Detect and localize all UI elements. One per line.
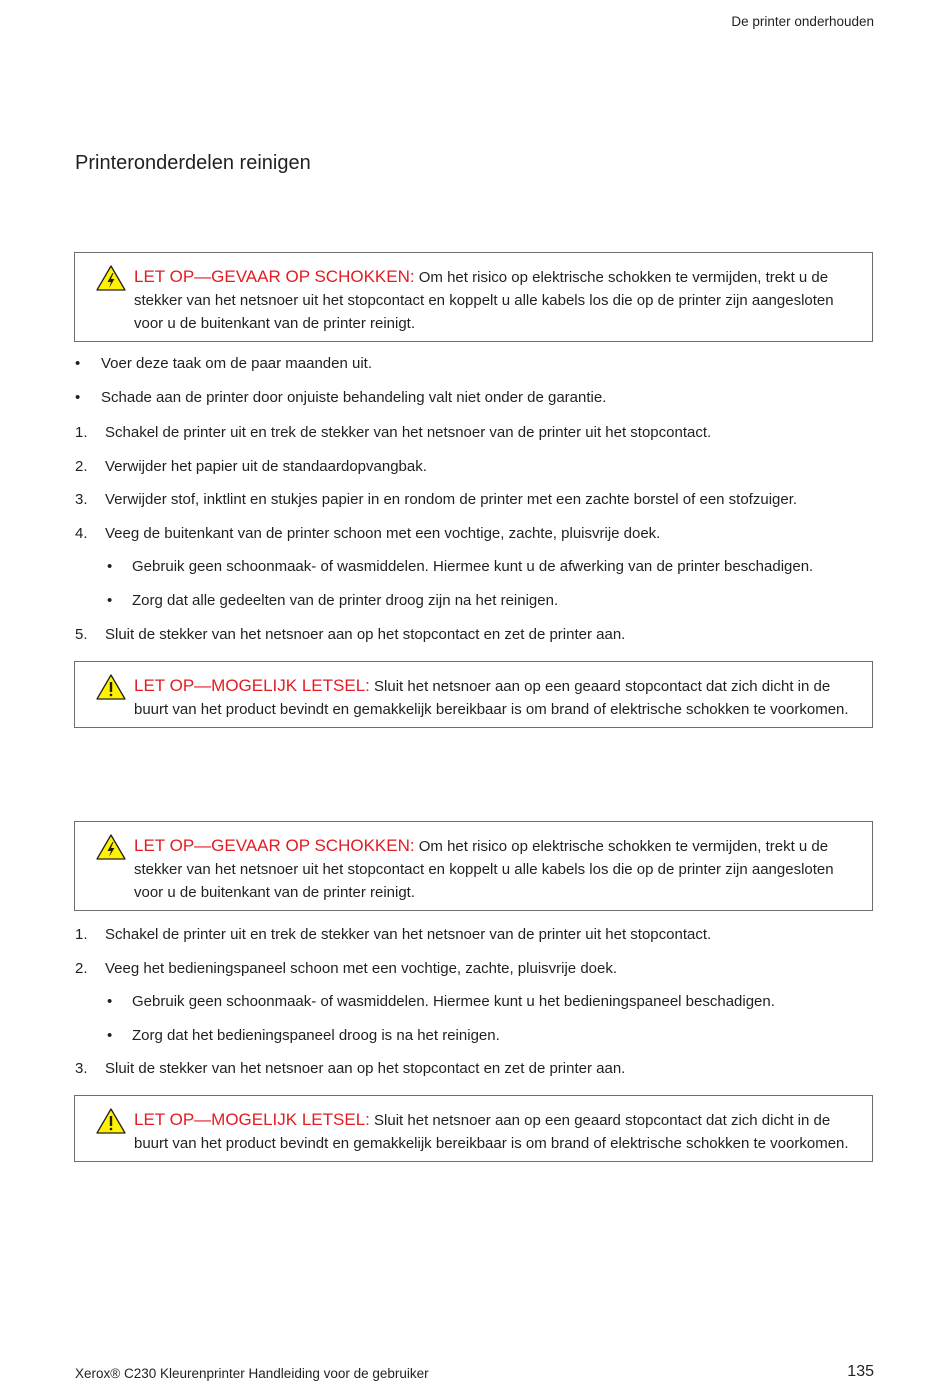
footer-manual-title: Xerox® C230 Kleurenprinter Handleiding voor de gebruiker [75,1366,429,1381]
step-text: Veeg het bedieningspaneel schoon met een vochtige, zachte, pluisvrije doek. [105,960,618,977]
step-number: 1. [75,926,88,943]
step-text: Schakel de printer uit en trek de stekker van het netsnoer van de printer uit het stopcontact. [105,424,712,441]
injury-warning-notice [74,661,873,728]
shock-warning-notice [74,821,873,911]
note-text: Voer deze taak om de paar maanden uit. [101,355,373,372]
bullet: • [75,355,81,372]
substep-text: Gebruik geen schoonmaak- of wasmiddelen. Hiermee kunt u de afwerking van de printer beschadigen. [132,558,814,575]
step-number: 3. [75,1060,88,1077]
step-number: 5. [75,626,88,643]
step-number: 2. [75,458,88,475]
bullet: • [107,558,113,575]
injury-warning-notice [74,1095,873,1162]
step-number: 2. [75,960,88,977]
step-text: Schakel de printer uit en trek de stekker van het netsnoer van de printer uit het stopcontact. [105,926,712,943]
caution-warning-icon [96,674,126,700]
warning-text: Om het risico op elektrische schokken te vermijden, trekt u de stekker van het netsnoer uit het stopcontact en koppelt u alle kabels los die op de printer zijn aangesloten voor u de buitenkant van de printer reinigt. [134,838,834,901]
step-text: Verwijder stof, inktlint en stukjes papier in en rondom de printer met een zachte borstel of een stofzuiger. [105,491,798,508]
step-text: Sluit de stekker van het netsnoer aan op het stopcontact en zet de printer aan. [105,626,626,643]
step-number: 3. [75,491,88,508]
running-head: De printer onderhouden [731,14,874,29]
step-text: Verwijder het papier uit de standaardopvangbak. [105,458,427,475]
substep-text: Gebruik geen schoonmaak- of wasmiddelen. Hiermee kunt u het bedieningspaneel beschadigen. [132,993,775,1010]
substep-text: Zorg dat alle gedeelten van de printer droog zijn na het reinigen. [132,592,559,609]
step-number: 1. [75,424,88,441]
electric-shock-warning-icon [96,834,126,860]
caution-warning-icon [96,1108,126,1134]
bullet: • [107,1027,113,1044]
note-text: Schade aan de printer door onjuiste behandeling valt niet onder de garantie. [101,389,607,406]
page-number: 135 [847,1363,874,1380]
warning-text: Om het risico op elektrische schokken te vermijden, trekt u de stekker van het netsnoer uit het stopcontact en koppelt u alle kabels los die op de printer zijn aangesloten voor u de buitenkant van de printer reinigt. [134,269,834,332]
bullet: • [107,592,113,609]
bullet: • [107,993,113,1010]
step-text: Veeg de buitenkant van de printer schoon met een vochtige, zachte, pluisvrije doek. [105,525,661,542]
step-text: Sluit de stekker van het netsnoer aan op het stopcontact en zet de printer aan. [105,1060,626,1077]
section-title: Printeronderdelen reinigen [75,152,311,174]
warning-lead: LET OP—GEVAAR OP SCHOKKEN: [134,267,415,286]
warning-text: Sluit het netsnoer aan op een geaard stopcontact dat zich dicht in de buurt van het product bevindt en gemakkelijk bereikbaar is om brand of elektrische schokken te voorkomen. [134,678,849,718]
step-number: 4. [75,525,88,542]
substep-text: Zorg dat het bedieningspaneel droog is na het reinigen. [132,1027,500,1044]
warning-text: Sluit het netsnoer aan op een geaard stopcontact dat zich dicht in de buurt van het product bevindt en gemakkelijk bereikbaar is om brand of elektrische schokken te voorkomen. [134,1112,849,1152]
shock-warning-notice [74,252,873,342]
electric-shock-warning-icon [96,265,126,291]
bullet: • [75,389,81,406]
warning-lead: LET OP—MOGELIJK LETSEL: [134,1110,370,1129]
warning-lead: LET OP—GEVAAR OP SCHOKKEN: [134,836,415,855]
warning-lead: LET OP—MOGELIJK LETSEL: [134,676,370,695]
